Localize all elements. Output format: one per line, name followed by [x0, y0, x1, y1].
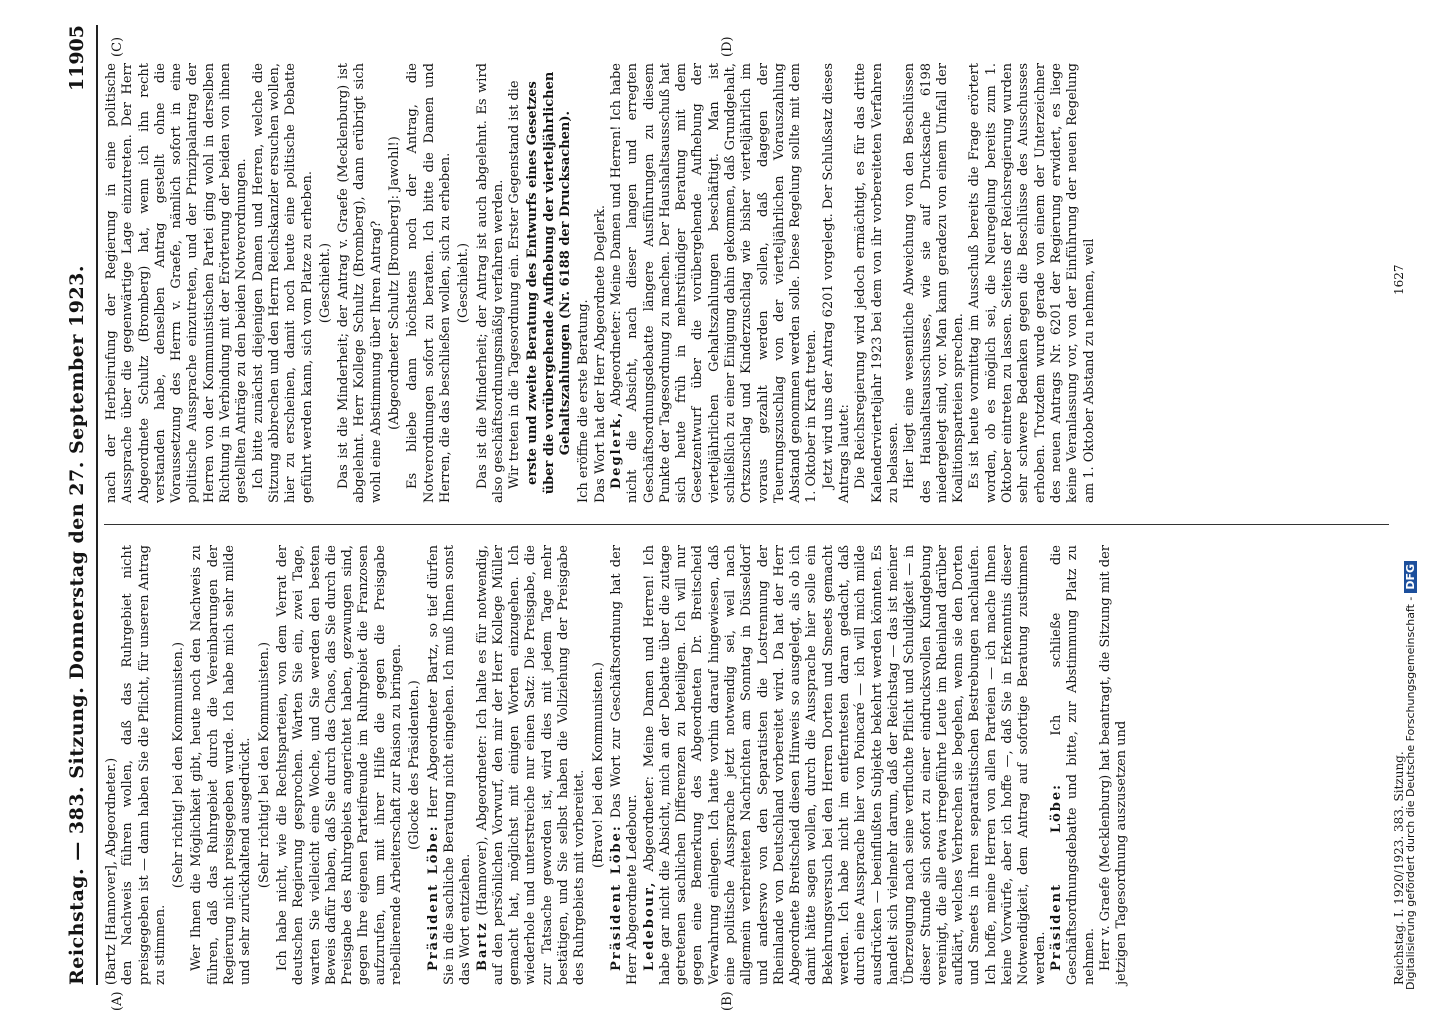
- margin-marker-d: (D): [720, 36, 735, 57]
- digitization-credit: [1404, 10, 1422, 990]
- paragraph: [475, 545, 589, 985]
- paragraph: [104, 63, 251, 503]
- paragraph: [456, 63, 472, 503]
- paragraph-text: Jetzt wird uns der Antrag 6201 vorgelegt. Der Schlußsatz dieses Antrags lautet:: [820, 63, 853, 503]
- paragraph-text: Herr v. Graefe (Mecklenburg) hat beantragt, die Sitzung mit der jetzigen Tagesordnung auszusetzen und: [1097, 545, 1130, 985]
- paragraph: [275, 545, 405, 985]
- paragraph: [171, 545, 187, 985]
- paragraph-text: Die Reichsregierung wird jedoch ermächtigt, es für das dritte Kalendervierteljahr 1923 bei dem von ihr vorbereiteten Verfahren zu belassen.: [853, 63, 901, 503]
- paragraph-text: Abgeordneter: Meine Damen und Herren! Ich habe nicht die Absicht, nach dieser langen und erregten Geschäftsordnungsdebatte längere Ausführungen zu diesem Punkte der Tagesordnung zu machen. Der Haushaltsausschuß hat sich heute früh in mehrstündiger Beratung mit dem Gesetzentwurf über die vorübergehende Aufhebung der vierteljährlichen Gehaltszahlungen beschäftigt. Man ist schließlich zu einer Einigung dahin gekommen, daß Grundgehalt, Ortszuschlag und Kinderzuschlag wie bisher vierteljährlich im voraus gezahlt werden sollen, daß dagegen der Teuerungszuschlag von der vierteljährlichen Vorauszahlung Abstand genommen werden solle. Diese Regelung sollte mit dem 1. Oktober in Kraft treten.: [608, 63, 820, 503]
- paragraph-text: nach der Herbeirufung der Regierung in eine politische Aussprache über die gegenwärtige Lage einzutreten. Der Herr Abgeordnete Schultz (Bromberg) hat, wenn ich ihn recht verstanden habe, denselben Antrag gestellt ohne die Voraussetzung des Herrn v. Graefe, nämlich sofort in eine politische Aussprache einzutreten, und der Prinzipalantrag der Herren von der Kommunistischen Partei ging wohl in derselben Richtung in Verbindung mit der Erörterung der beiden von ihnen gestellten Anträge zu den beiden Notverordnungen.: [104, 63, 250, 503]
- paragraph-text: (Bravo! bei den Kommunisten.): [590, 662, 606, 868]
- paragraph-text: (Geschieht.): [456, 242, 472, 324]
- paragraph-text: Das Wort zur Geschäftsordnung hat der Herr Abgeordnete Ledebour.: [608, 545, 641, 985]
- margin-marker-c: (C): [110, 36, 125, 57]
- paragraph: [318, 63, 334, 503]
- paragraph: [1098, 545, 1131, 985]
- paragraph: [104, 545, 120, 985]
- paragraph-text: Es bliebe dann höchstens noch der Antrag, die Notverordnungen sofort zu beraten. Ich bitte die Damen und Herren, die das beschließen wollen, sich zu erheben.: [405, 63, 453, 503]
- paragraph: [609, 545, 642, 985]
- paragraph-text: Es ist heute vormittag im Ausschuß bereits die Frage erörtert worden, ob es möglich sei, die Neuregelung bereits zum 1. Oktober eintreten zu lassen. Seitens der Reichsregierung wurden sehr schwere Bedenken gegen die Beschlüsse des Ausschusses erhoben. Trotzdem wurde gerade von einem der Unterzeichner des neuen Antrags Nr. 6201 der Regierung erwidert, es liege keine Veranlassung vor, von der Einführung der neuen Regelung am 1. Oktober Abstand zu nehmen, weil: [967, 63, 1097, 503]
- speaker-name: Ledebour,: [641, 880, 657, 971]
- paragraph: [189, 545, 254, 985]
- paragraph: [475, 63, 508, 503]
- rotated-page-content: [60, 25, 1420, 1011]
- paragraph-text: (Hannover), Abgeordneter: Ich halte es für notwendig, auf den persönlichen Vorwurf, den mir der Herr Kollege Müller gemacht hat, möglichst mit einigen Worten einzugehen. Ich wiederhole und unterstreiche nur einen Satz: Die Preisgabe, die zur Tatsache geworden ist, wird dies mit jedem Tage mehr bestätigen, und Sie selbst haben die Vollziehung der Preisgabe des Ruhrgebiets mit vorbereitet.: [474, 545, 588, 985]
- paragraph: [405, 63, 454, 503]
- paragraph: [609, 63, 821, 503]
- paragraph-text: Herr Abgeordneter Bartz, so tief dürfen Sie in die sachliche Beratung nicht eingehen. Ich muß Ihnen sonst das Wort entziehen.: [425, 544, 474, 985]
- running-header: Reichstag. — 383. Sitzung. Donnerstag den 27. September 1923.: [66, 264, 88, 985]
- paragraph-text: (Sehr richtig! bei den Kommunisten.): [256, 641, 272, 889]
- paragraph-text: (Abgeordneter Schultz [Bromberg]: Jawohl!): [387, 136, 403, 430]
- margin-marker-b: (B): [720, 991, 735, 1011]
- speaker-name: Präsident Löbe:: [425, 824, 441, 971]
- paragraph-text: Abgeordneter: Meine Damen und Herren! Ich habe gar nicht die Absicht, mich an der Debatte über die zutage getretenen sachlichen Differenzen zu beteiligen. Ich will nur gegen eine Bemerkung des Abgeordneten Dr. Breitscheid Verwahrung einlegen. Ich hatte vorhin darauf hingewiesen, daß eine politische Aussprache jetzt notwendig sei, weil nach allgemein verbreiteten Nachrichten am Sonntag in Düsseldorf und anderswo von den Separatisten die Lostrennung der Rheinlande von Deutschland vorbereitet wird. Da hat der Herr Abgeordnete Breitscheid diesen Hinweis so ausgelegt, als ob ich damit hätte sagen wollen, durch die Aussprache hier solle ein Bekehrungsversuch bei den Herren Dorten und Smeets gemacht werden. Ich habe nicht im entferntesten daran gedacht, daß durch eine Aussprache hier von Poincaré — ich will mich milde ausdrücken — beeinflußten Subjekte bekehrt werden könnten. Es handelt sich vielmehr darum, daß der Reichstag — das ist meiner Überzeugung nach seine verfluchte Pflicht und Schuldigkeit — in dieser Stunde sich sofort zu einer eindrucksvollen Kundgebung vereinigt, die alle etwa irregeführte Leute im Rheinland darüber aufklärt, welches Verbrechen sie begehen, wenn sie den Dorten und Smeets in ihren separatistischen Bestrebungen nachlaufen. Ich hoffe, meine Herren von allen Parteien — ich mache Ihnen keine Vorwürfe, aber ich hoffe —, daß Sie in Erkenntnis dieser Notwendigkeit, dem Antrag auf sofortige Beratung zustimmen werden.: [641, 545, 1048, 985]
- paragraph-text: den Nachweis führen wollen, daß das Ruhrgebiet nicht preisgegeben ist — dann haben Sie die Pflicht, für unseren Antrag zu stimmen.: [120, 545, 168, 985]
- paragraph: [525, 63, 574, 503]
- paragraph: [642, 545, 1049, 985]
- paragraph: [336, 63, 385, 503]
- paragraph-text: erste und zweite Beratung des Entwurfs eines Gesetzes über die vorübergehende Aufhebung der vierteljährlichen Gehaltszahlungen (Nr. 6188 der Drucksachen).: [525, 71, 574, 495]
- footer-sheet-number: 1627: [1392, 264, 1406, 295]
- paragraph-text: Ich schließe die Geschäftsordnungsdebatte und bitte, zur Abstimmung Platz zu nehmen.: [1048, 545, 1097, 985]
- paragraph-text: (Sehr richtig! bei den Kommunisten.): [171, 641, 187, 889]
- speaker-name: Präsident Löbe:: [608, 824, 624, 971]
- paragraph: [576, 63, 592, 503]
- paragraph: [251, 63, 316, 503]
- page-number: 11905: [66, 25, 88, 92]
- paragraph: [593, 63, 609, 503]
- page-header: [60, 25, 100, 985]
- speaker-name: Bartz: [474, 921, 490, 971]
- paragraph-text: Wer Ihnen die Möglichkeit gibt, heute noch den Nachweis zu führen, daß das Ruhrgebiet durch die Vereinbarungen der Regierung nicht preisgegeben wurde. Ich habe mich sehr milde und sehr zurückhaltend ausgedrückt.: [189, 545, 254, 985]
- paragraph-text: Das Wort hat der Herr Abgeordnete Deglerk.: [592, 204, 608, 503]
- paragraph-text: Hier liegt eine wesentliche Abweichung von den Beschlüssen des Haushaltsausschusses, wie sie auf Drucksache 6198 niedergelegt sind, vor. Man kann geradezu von einem Umfall der Koalitionsparteien sprechen.: [902, 63, 967, 503]
- margin-marker-a: (A): [110, 991, 125, 1011]
- paragraph: [507, 63, 523, 503]
- paragraph: [120, 545, 169, 985]
- left-column: [104, 545, 1130, 985]
- paragraph: [1049, 545, 1098, 985]
- paragraph: [967, 63, 1097, 503]
- paragraph-text: (Bartz [Hannover], Abgeordneter.): [104, 757, 119, 985]
- header-rule: [96, 25, 98, 985]
- paragraph-text: Das ist die Minderheit; der Antrag v. Graefe (Mecklenburg) ist abgelehnt. Herr Kollege Schultz (Bromberg), dann erübrigt sich wohl eine Abstimmung über Ihren Antrag?: [336, 63, 384, 503]
- paragraph: [426, 545, 475, 985]
- paragraph: [257, 545, 273, 985]
- paragraph-text: Wir treten in die Tagesordnung ein. Erster Gegenstand ist die: [507, 80, 523, 489]
- paragraph-text: Ich bitte zunächst diejenigen Damen und Herren, welche die Sitzung abbrechen und den Herrn Reichskanzler ersuchen wollen, hier zu erscheinen, damit noch heute eine politische Debatte geführt werden kann, sich vom Platze zu erheben.: [250, 63, 315, 503]
- paragraph: [407, 545, 423, 985]
- footer-signature: Reichstag. I. 1920/1923. 383. Sitzung.: [1392, 751, 1406, 985]
- paragraph: [821, 63, 854, 503]
- right-column: [104, 63, 1098, 503]
- paragraph-text: (Glocke des Präsidenten.): [407, 680, 423, 850]
- paragraph-text: Ich eröffne die erste Beratung.: [576, 299, 592, 503]
- paragraph: [387, 63, 403, 503]
- paragraph-text: Ich habe nicht, wie die Rechtsparteien, von dem Verrat der deutschen Regierung gesprochen. Warten Sie ein, zwei Tage, warten Sie vielleicht eine Woche, und Sie werden den besten Beweis dafür haben, daß Sie durch das Chaos, das Sie durch die Preisgabe des Ruhrgebiets angerichtet haben, gezwungen sind, gegen Ihre eigenen Parteifreunde im Ruhrgebiet die Franzosen aufzurufen, um mit ihrer Hilfe die gegen die Preisgabe rebellierende Arbeiterschaft zur Raison zu bringen.: [274, 545, 405, 985]
- speaker-name: Deglerk,: [608, 410, 624, 489]
- dfg-logo: DFG: [1404, 561, 1417, 593]
- paragraph-text: (Geschieht.): [317, 242, 333, 324]
- speaker-name: Präsident Löbe:: [1048, 783, 1064, 971]
- credit-text: Digitalisierung gefördert durch die Deutsche Forschungsgemeinschaft -: [1404, 596, 1417, 990]
- paragraph: [902, 63, 967, 503]
- paragraph: [853, 63, 902, 503]
- paragraph-text: Das ist die Minderheit; der Antrag ist auch abgelehnt. Es wird also geschäftsordnungsmäßig verfahren werden.: [474, 63, 506, 503]
- column-divider: [104, 524, 1389, 525]
- paragraph: [591, 545, 607, 985]
